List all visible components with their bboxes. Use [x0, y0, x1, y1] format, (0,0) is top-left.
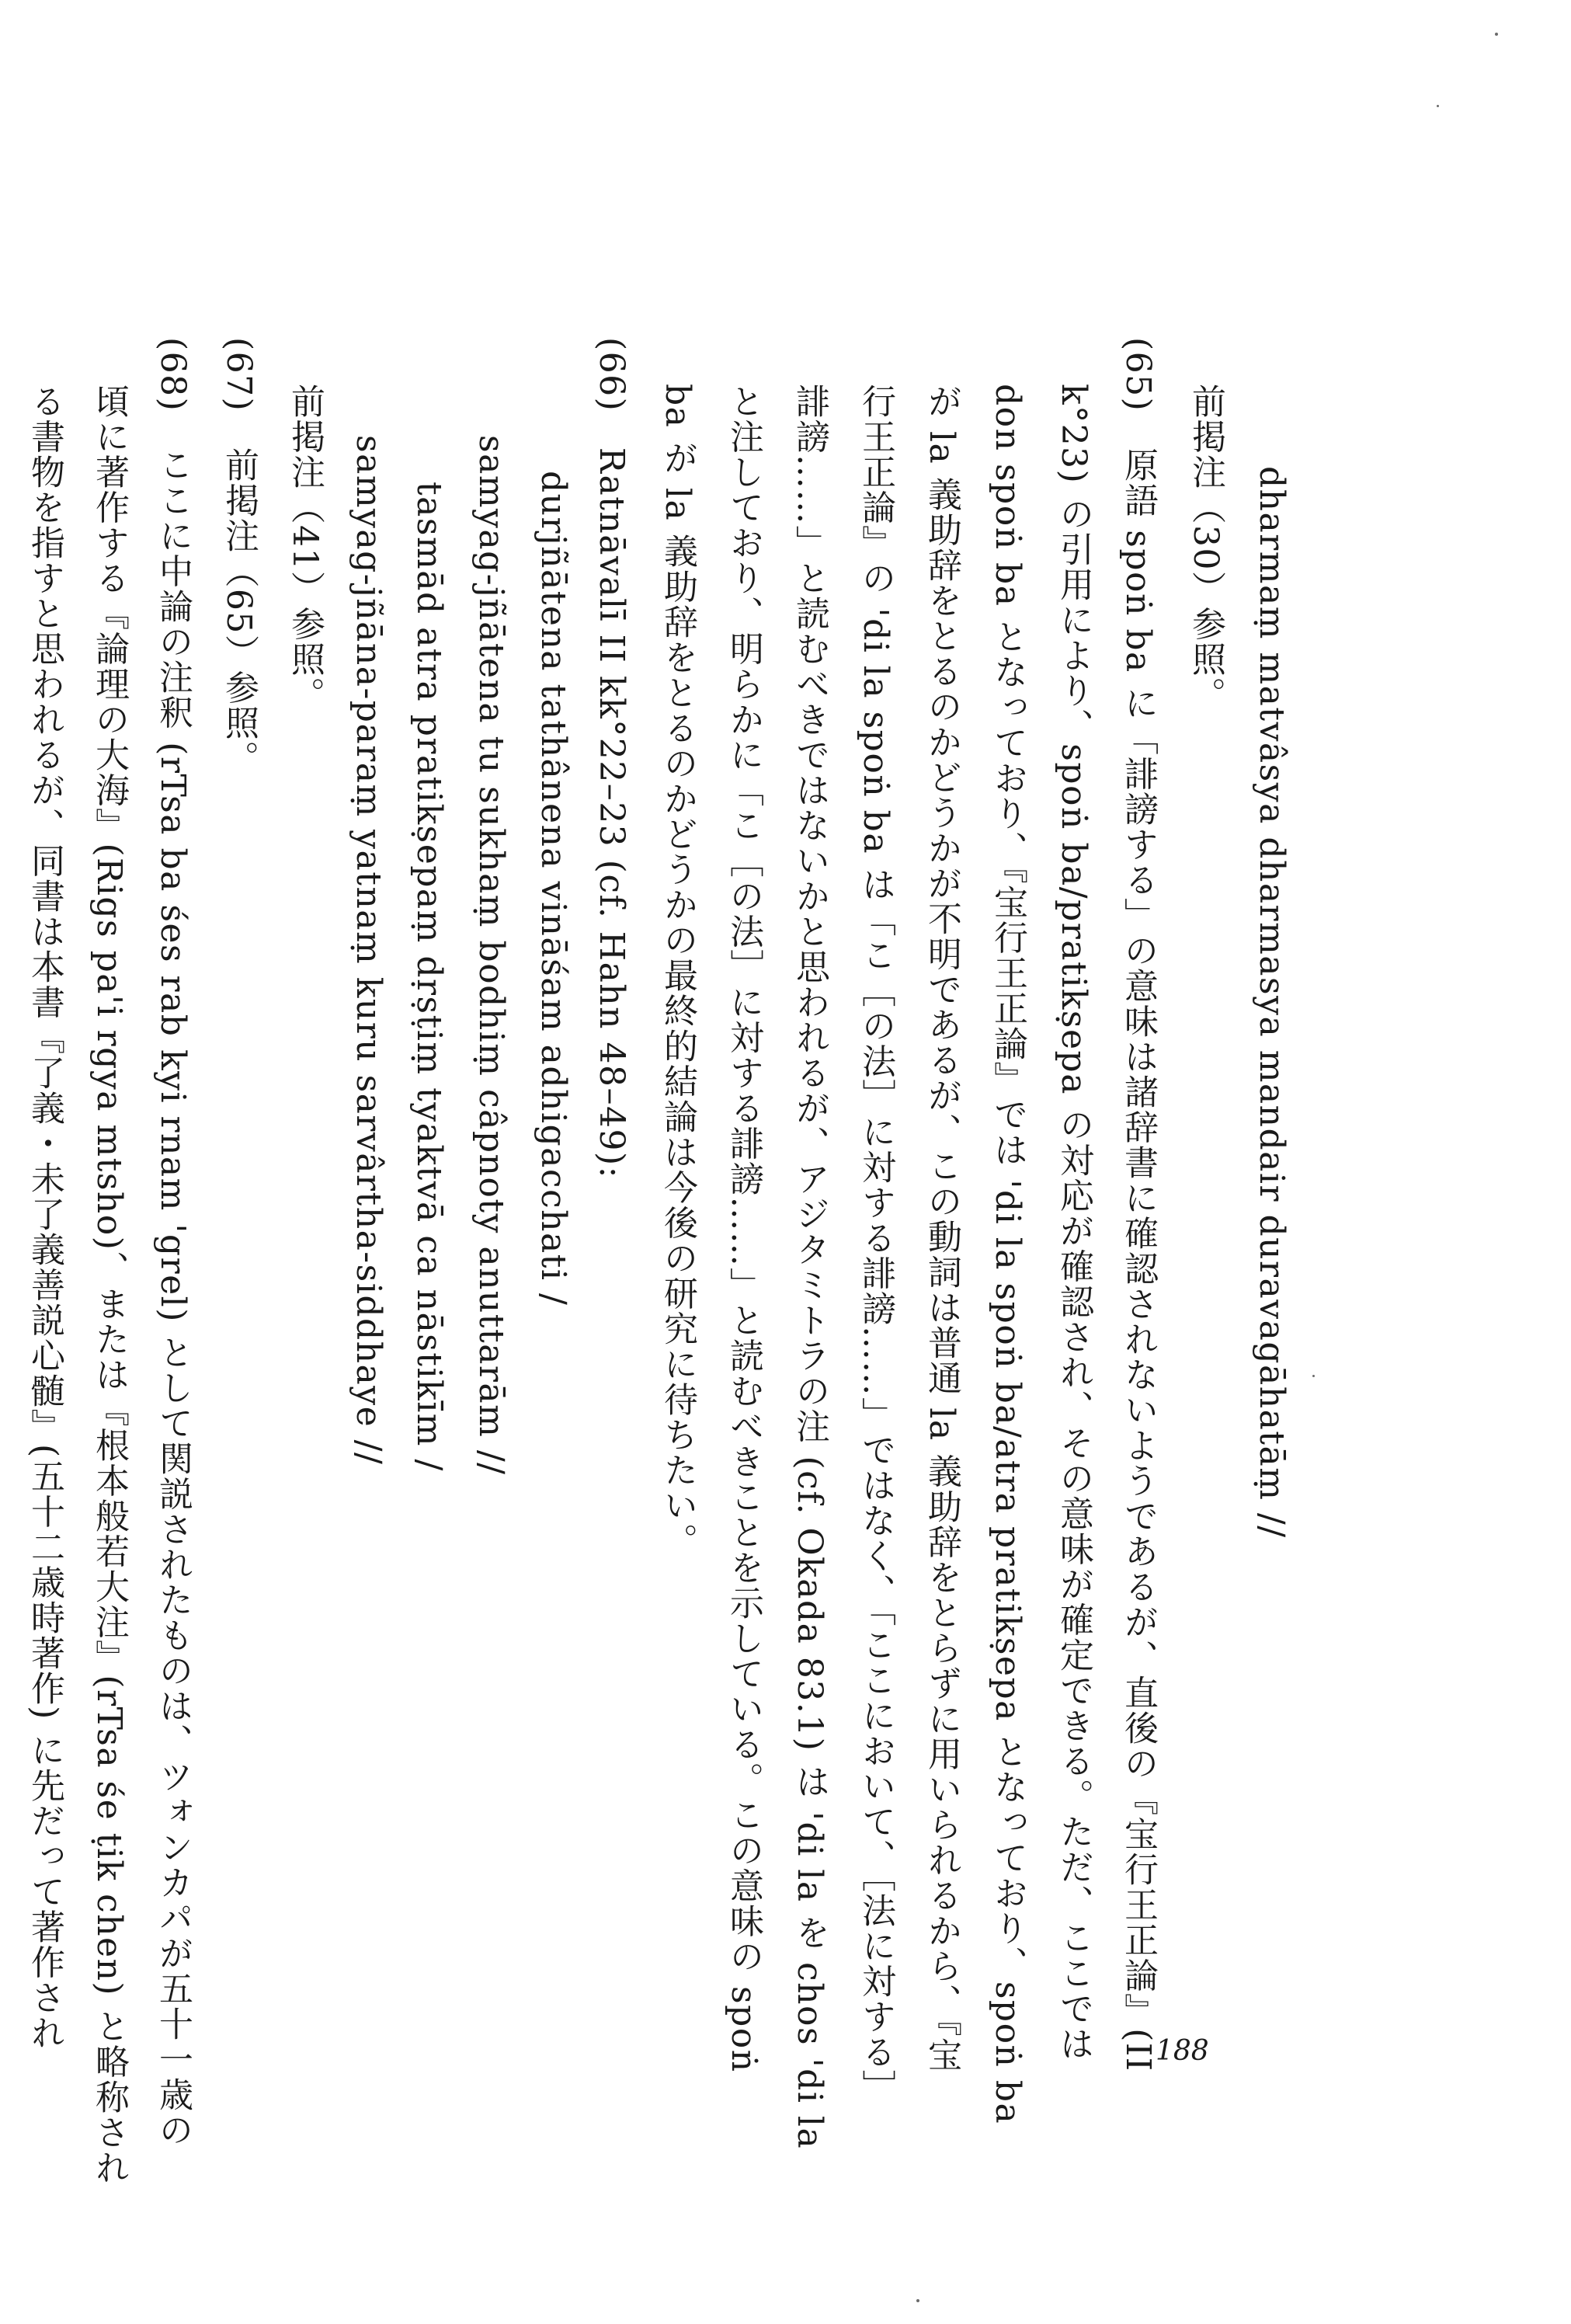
verse-line: tasmād atra pratikṣepaṃ dṛṣṭiṃ tyaktvā ca nāstikīm /: [409, 482, 449, 1472]
page-number: 188: [1156, 2035, 1209, 2067]
footnote-67: (67) 前掲注（65）参照。: [219, 337, 259, 776]
footnote-65-line: と注しており、明らかに「こ［の法］に対する誹謗……」と読むべきことを示している。この意味の spoṅ: [724, 384, 763, 2073]
scan-speck: [1495, 33, 1498, 36]
scan-speck: [1312, 1375, 1315, 1377]
footnote-65-line: don spoṅ ba となっており、『宝行王正論』では 'di la spoṅ ba/atra pratikṣepa となっており、spoṅ ba: [988, 384, 1027, 2125]
footnote-65-line: (65) 原語 spoṅ ba に「誹謗する」の意味は諸辞書に確認されないようであるが、直後の『宝行王正論』(II: [1118, 337, 1158, 2072]
footnote-65-line: 誹謗……」と読むべきではないかと思われるが、アジタミトラの注 (cf. Okada 83.1) は 'di la を chos 'di la: [790, 384, 829, 2150]
scan-speck: [916, 2299, 919, 2302]
footnote-65-line: 行王正論』の 'di la spoṅ ba は「こ［の法］に対する誹謗……」ではなく、「ここにおいて、［法に対する］: [856, 384, 895, 2105]
footnote-66-heading: (66) Ratnāvalī II kk°22–23 (cf. Hahn 48–49):: [592, 337, 631, 1179]
footnote-68-line: る書物を指すと思われるが、同書は本書『了義・未了義善説心髄』(五十二歳時著作) に先だって著作され: [25, 384, 64, 2051]
footnote-68-line: 頃に著作する『論理の大海』(Rigs pa'i rgya mtsho)、または『根本般若大注』(rTsa śe ṭik chen) と略称され: [89, 384, 129, 2186]
cross-reference-note: 前掲注（30）参照。: [1186, 384, 1225, 712]
footnote-65-line: k°23) の引用により、spoṅ ba/pratikṣepa の対応が確認され、その意味が確定できる。ただ、ここでは: [1054, 384, 1093, 2061]
verse-line: samyag-jñāna-paraṃ yatnaṃ kuru sarvârtha-siddhaye //: [349, 435, 388, 1466]
verse-line: durjñātena tathânena vināśam adhigacchati /: [534, 471, 573, 1306]
verse-line: samyag-jñātena tu sukhaṃ bodhiṃ câpnoty anuttarām //: [471, 435, 511, 1476]
footnote-68-line: (68) ここに中論の注釈 (rTsa ba śes rab kyi rnam 'grel) として関説されたものは、ツォンカパが五十一歳の: [153, 337, 193, 2148]
footnote-65-line: が la 義助辞をとるのかどうかが不明であるが、この動詞は普通 la 義助辞をとらずに用いられるから、『宝: [922, 384, 961, 2073]
footnote-65-line: ba が la 義助辞をとるのかどうかの最終的結論は今後の研究に待ちたい。: [658, 384, 697, 1559]
scan-speck: [1437, 105, 1439, 107]
verse-line: dharmaṃ matvâsya dharmasya mandair duravagāhatāṃ //: [1252, 466, 1291, 1539]
cross-reference-note: 前掲注（41）参照。: [285, 384, 325, 712]
